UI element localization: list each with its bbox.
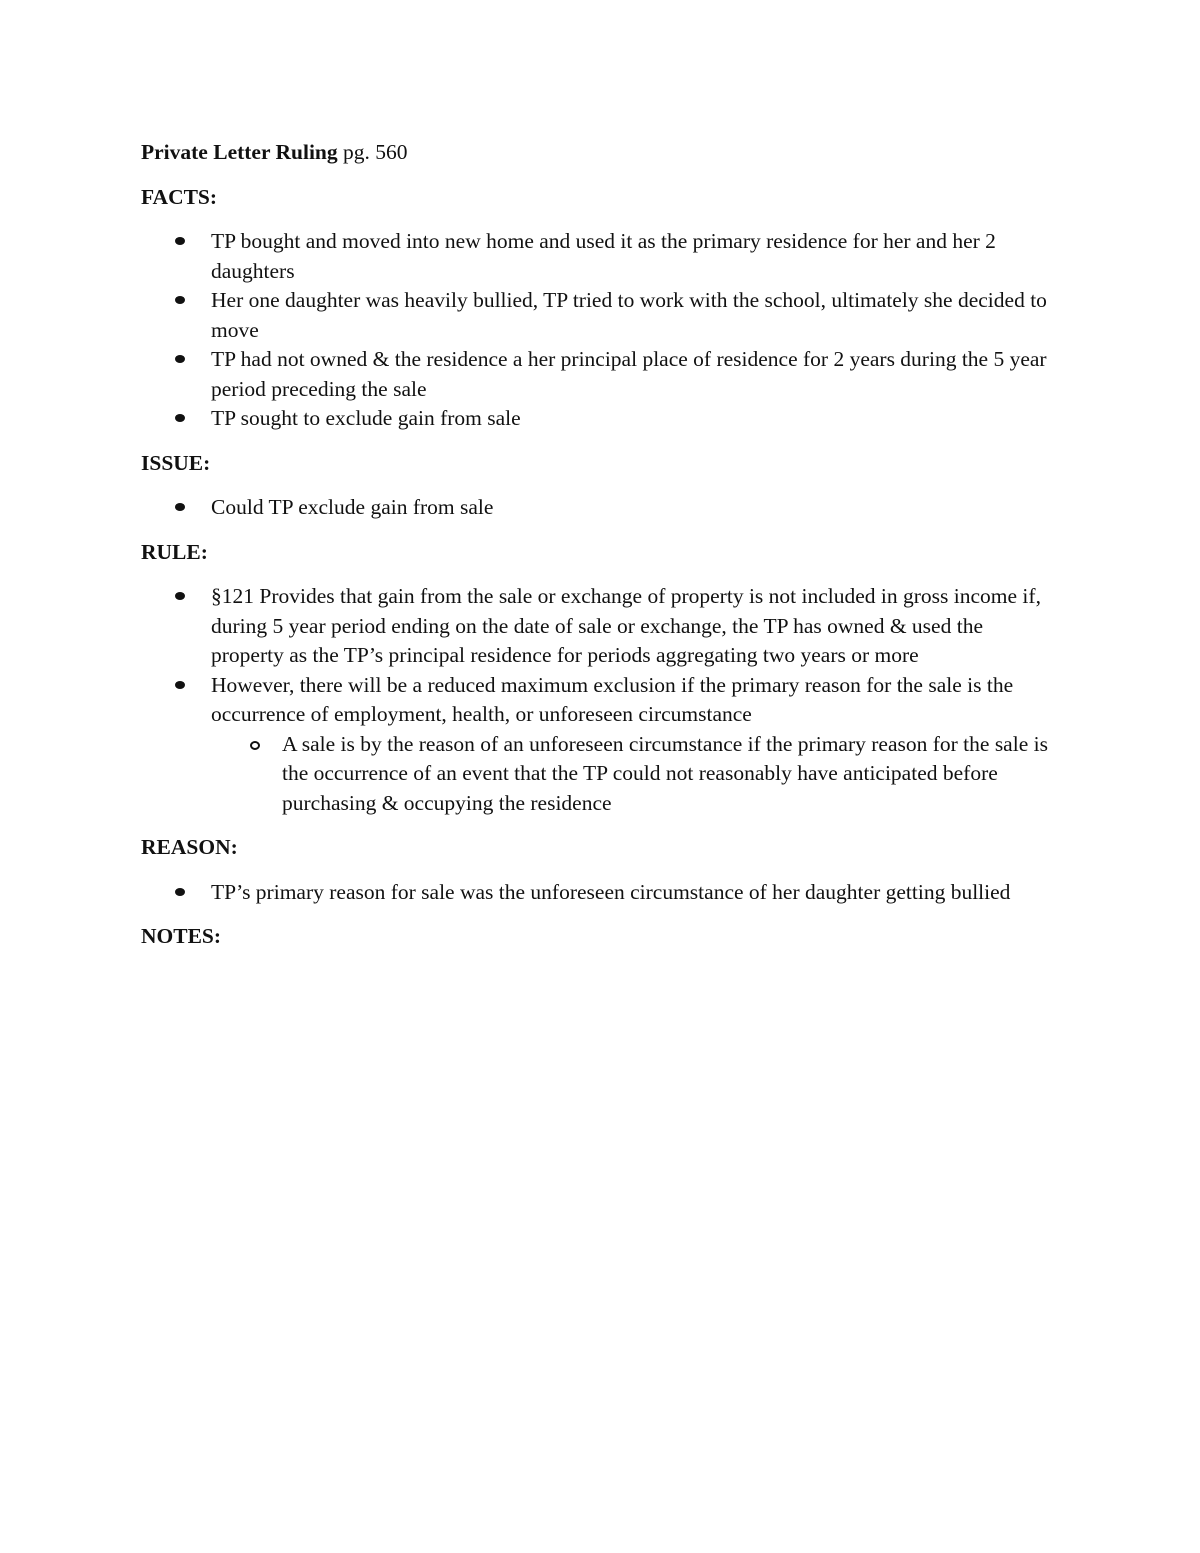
reason-list xyxy=(141,878,1071,908)
facts-item-text: Her one daughter was heavily bullied, TP tried to work with the school, ultimately she decided to move xyxy=(211,288,1047,342)
rule-item-text: However, there will be a reduced maximum exclusion if the primary reason for the sale is the occurrence of employment, health, or unforeseen circumstance xyxy=(211,672,1014,726)
issue-list xyxy=(141,493,1071,523)
title-bold: Private Letter Ruling xyxy=(141,140,338,164)
bullet-icon xyxy=(175,503,185,511)
facts-item-text: TP had not owned & the residence a her principal place of residence for 2 years during the 5 year period preceding the sale xyxy=(211,347,1047,401)
notes-heading: NOTES: xyxy=(141,924,222,948)
bullet-icon xyxy=(175,296,185,304)
reason-heading: REASON: xyxy=(141,835,238,859)
list-item xyxy=(141,404,1071,434)
issue-item-text: Could TP exclude gain from sale xyxy=(211,495,494,519)
list-item xyxy=(141,345,1071,404)
rule-item-text: §121 Provides that gain from the sale or exchange of property is not included in gross income if, during 5 year period ending on the date of sale or exchange, the TP has owned & used the property as the TP’s principal residence for periods aggregating two years or more xyxy=(211,584,1041,667)
document-page xyxy=(141,138,1071,967)
bullet-icon xyxy=(175,414,185,422)
list-item xyxy=(141,582,1071,671)
bullet-icon xyxy=(175,355,185,363)
hollow-bullet-icon xyxy=(250,741,260,750)
list-item xyxy=(141,286,1071,345)
facts-heading: FACTS: xyxy=(141,184,218,209)
title-page-ref: pg. 560 xyxy=(337,140,408,164)
document-title xyxy=(141,138,1071,168)
rule-heading: RULE: xyxy=(141,539,208,564)
list-item xyxy=(141,878,1071,908)
facts-item-text: TP sought to exclude gain from sale xyxy=(211,406,521,430)
bullet-icon xyxy=(175,888,185,896)
facts-list xyxy=(141,227,1071,434)
list-item xyxy=(211,730,1051,819)
list-item xyxy=(141,227,1071,286)
bullet-icon xyxy=(175,237,185,245)
bullet-icon xyxy=(175,681,185,689)
rule-subitem-text: A sale is by the reason of an unforeseen circumstance if the primary reason for the sale is the occurrence of an event that the TP could not reasonably have anticipated before purchasing & occupying the residence xyxy=(282,731,1048,815)
rule-list xyxy=(141,582,1071,818)
list-item xyxy=(141,493,1071,523)
rule-sublist xyxy=(211,730,1051,819)
reason-item-text: TP’s primary reason for sale was the unforeseen circumstance of her daughter getting bullied xyxy=(211,879,1011,904)
facts-item-text: TP bought and moved into new home and used it as the primary residence for her and her 2 daughters xyxy=(211,229,996,283)
issue-heading: ISSUE: xyxy=(141,450,211,475)
list-item xyxy=(141,671,1071,819)
bullet-icon xyxy=(175,592,185,600)
